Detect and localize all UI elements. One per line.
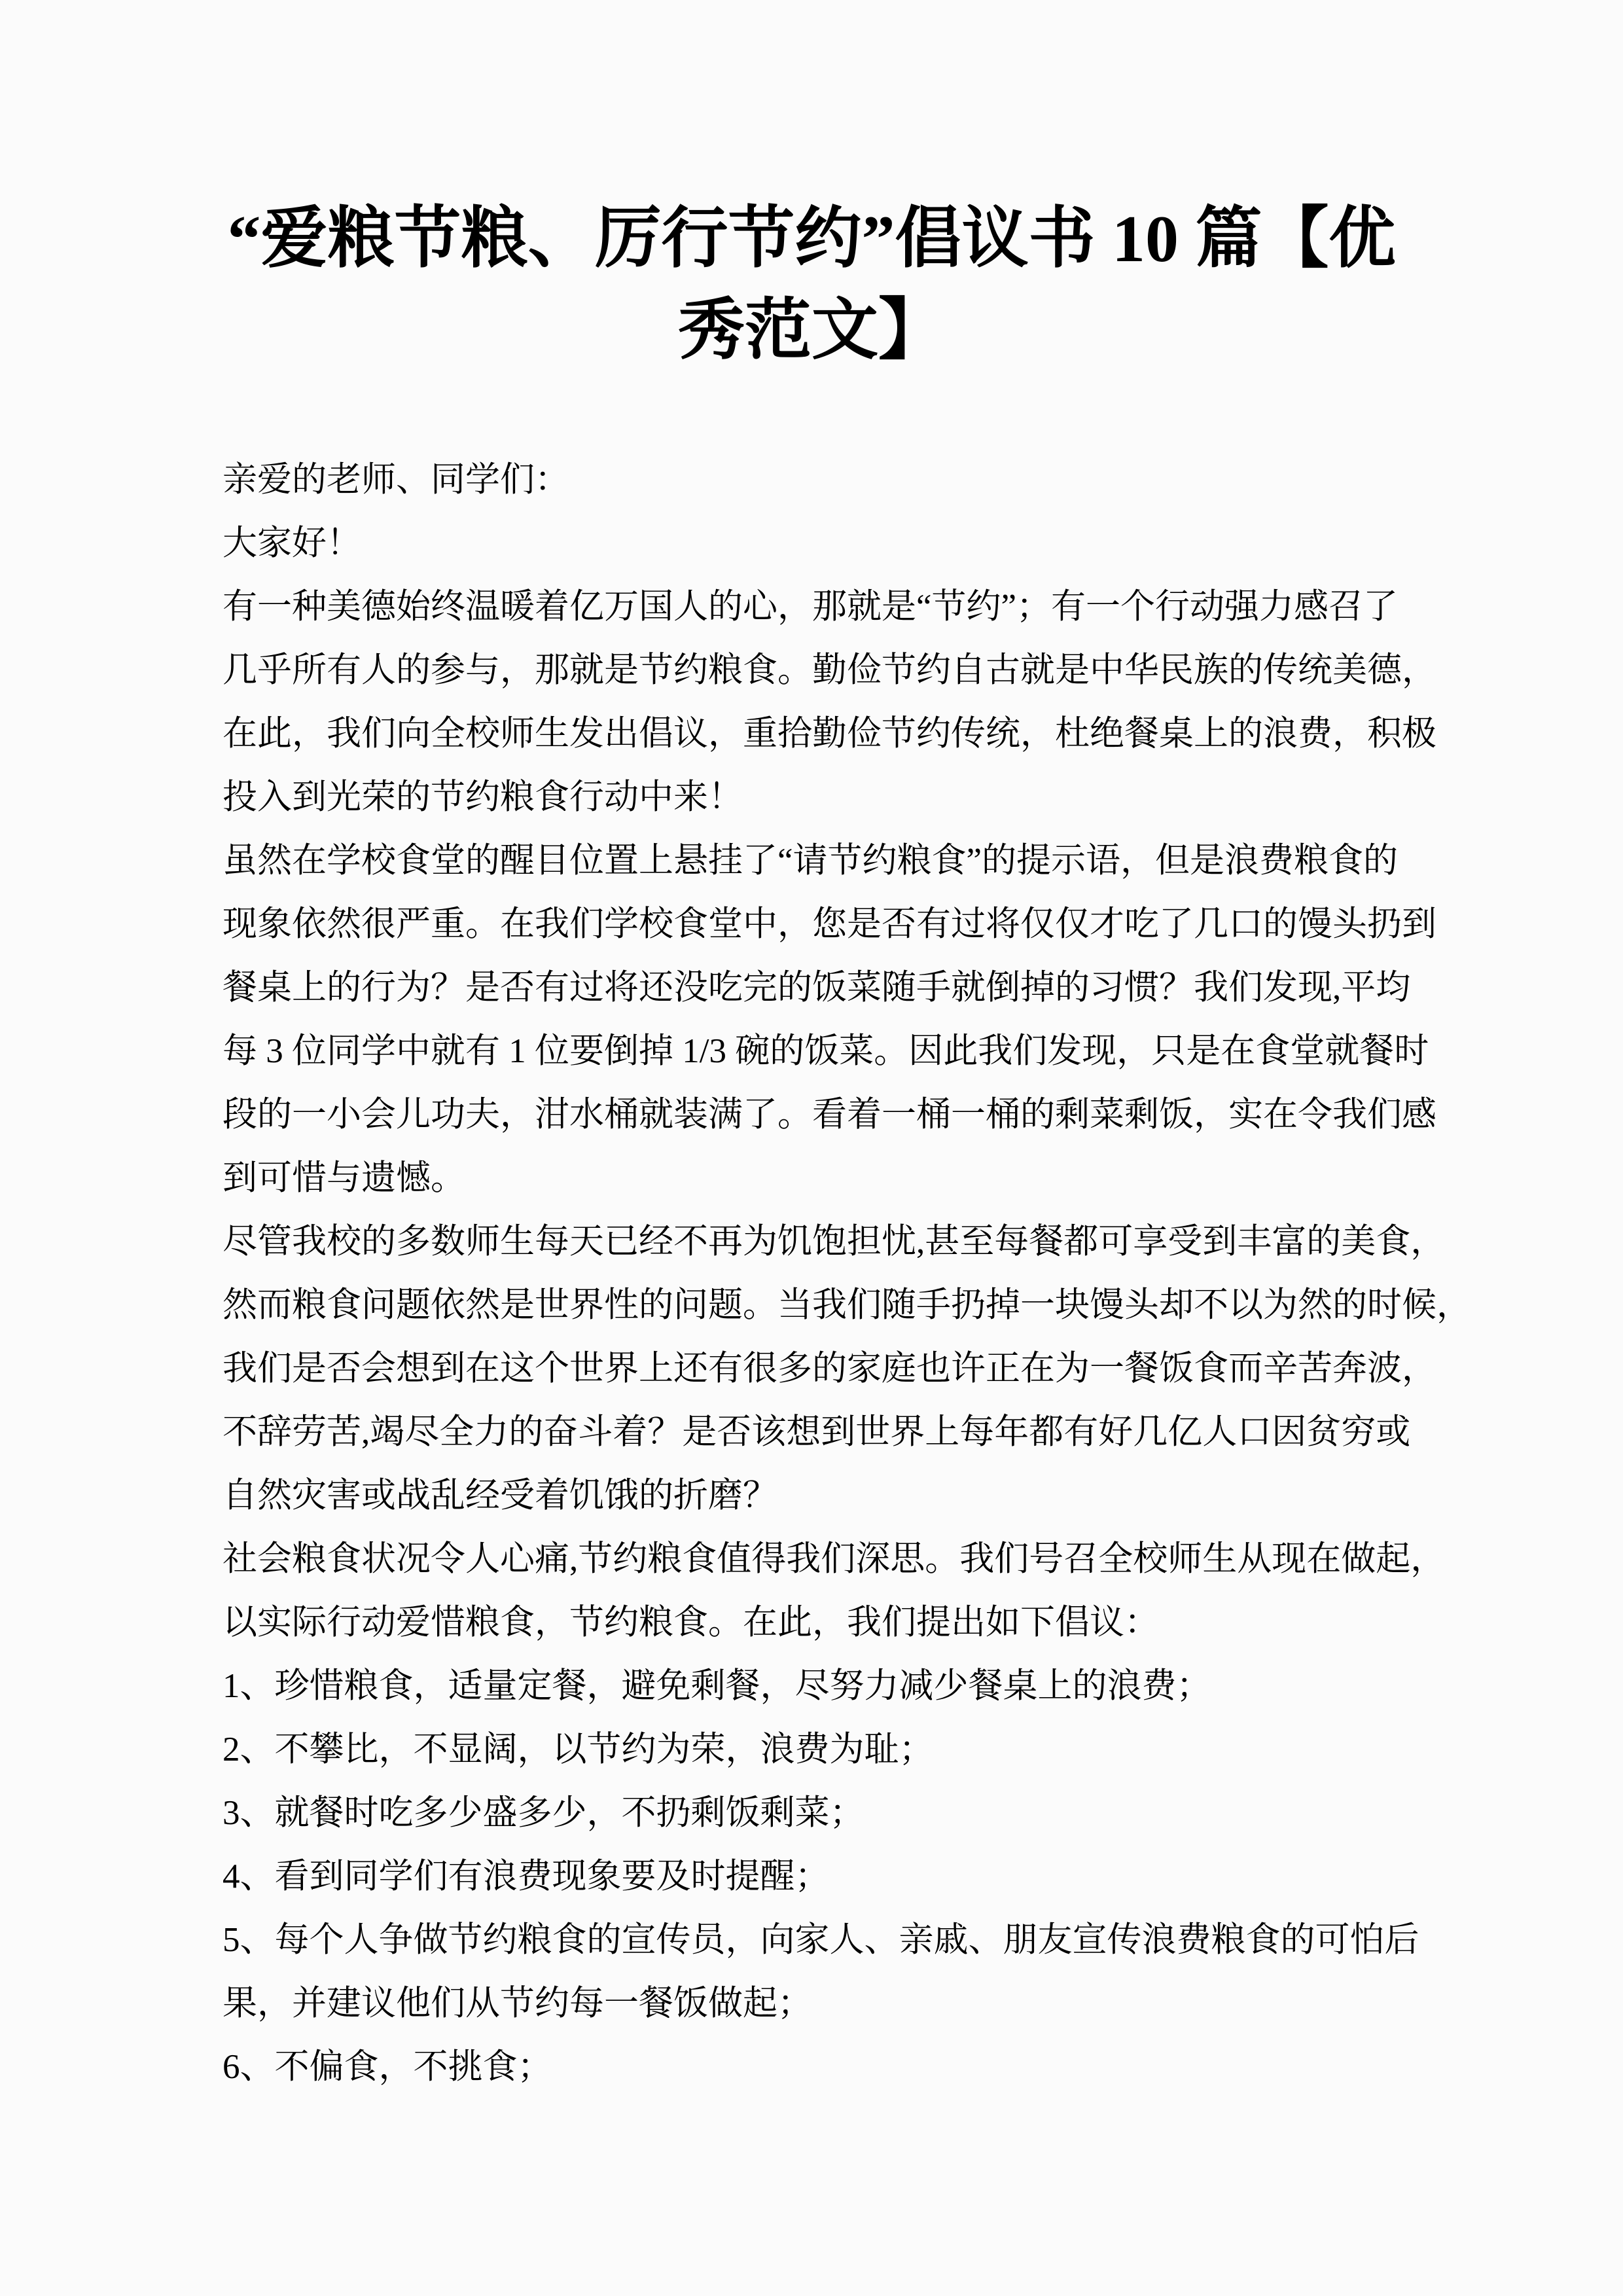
document-title bbox=[223, 194, 1400, 377]
document-line: 段的一小会儿功夫，泔水桶就装满了。看着一桶一桶的剩菜剩饭，实在令我们感 bbox=[223, 1096, 1436, 1134]
document-line: 几乎所有人的参与，那就是节约粮食。勤俭节约自古就是中华民族的传统美德， bbox=[223, 651, 1436, 689]
document-line: 我们是否会想到在这个世界上还有很多的家庭也许正在为一餐饭食而辛苦奔波， bbox=[223, 1350, 1436, 1388]
document-line: 6、不偏食，不挑食； bbox=[223, 2048, 552, 2086]
document-line: 有一种美德始终温暖着亿万国人的心，那就是“节约”；有一个行动强力感召了 bbox=[223, 588, 1399, 626]
document-line: 亲爱的老师、同学们： bbox=[223, 461, 569, 499]
document-line: 以实际行动爱惜粮食，节约粮食。在此，我们提出如下倡议： bbox=[223, 1604, 1159, 1641]
document-line: 大家好！ bbox=[223, 524, 361, 562]
document-line: 尽管我校的多数师生每天已经不再为饥饱担忧,甚至每餐都可享受到丰富的美食， bbox=[223, 1223, 1446, 1261]
document-line: 不辞劳苦,竭尽全力的奋斗着？是否该想到世界上每年都有好几亿人口因贫穷或 bbox=[223, 1413, 1411, 1451]
document-line: 然而粮食问题依然是世界性的问题。当我们随手扔掉一块馒头却不以为然的时候， bbox=[223, 1286, 1471, 1324]
document-line: 每 3 位同学中就有 1 位要倒掉 1/3 碗的饭菜。因此我们发现，只是在食堂就餐时 bbox=[223, 1032, 1429, 1070]
document-title-line-1: “爱粮节粮、厉行节约”倡议书 10 篇【优 bbox=[227, 202, 1396, 276]
document-line: 自然灾害或战乱经受着饥饿的折磨？ bbox=[223, 1477, 777, 1515]
document-line: 现象依然很严重。在我们学校食堂中，您是否有过将仅仅才吃了几口的馒头扔到 bbox=[223, 905, 1436, 943]
document-line: 餐桌上的行为？是否有过将还没吃完的饭菜随手就倒掉的习惯？我们发现,平均 bbox=[223, 969, 1411, 1007]
document-title-line-2: 秀范文】 bbox=[678, 294, 945, 368]
document-line: 在此，我们向全校师生发出倡议，重拾勤俭节约传统，杜绝餐桌上的浪费，积极 bbox=[223, 715, 1436, 753]
document-line: 到可惜与遗憾。 bbox=[223, 1159, 465, 1197]
document-line: 4、看到同学们有浪费现象要及时提醒； bbox=[223, 1857, 830, 1895]
document-line: 5、每个人争做节约粮食的宣传员，向家人、亲戚、朋友宣传浪费粮食的可怕后 bbox=[223, 1921, 1419, 1959]
document-line: 投入到光荣的节约粮食行动中来！ bbox=[223, 778, 743, 816]
document-line: 虽然在学校食堂的醒目位置上悬挂了“请节约粮食”的提示语，但是浪费粮食的 bbox=[223, 842, 1399, 880]
document-line: 果，并建议他们从节约每一餐饭做起； bbox=[223, 1984, 812, 2022]
document-line: 2、不攀比，不显阔，以节约为荣，浪费为耻； bbox=[223, 1731, 934, 1768]
document-body bbox=[223, 448, 1471, 2099]
document-line: 社会粮食状况令人心痛,节约粮食值得我们深思。我们号召全校师生从现在做起， bbox=[223, 1540, 1446, 1578]
document-line: 1、珍惜粮食，适量定餐，避免剩餐，尽努力减少餐桌上的浪费； bbox=[223, 1667, 1211, 1705]
document-line: 3、就餐时吃多少盛多少，不扔剩饭剩菜； bbox=[223, 1794, 865, 1832]
